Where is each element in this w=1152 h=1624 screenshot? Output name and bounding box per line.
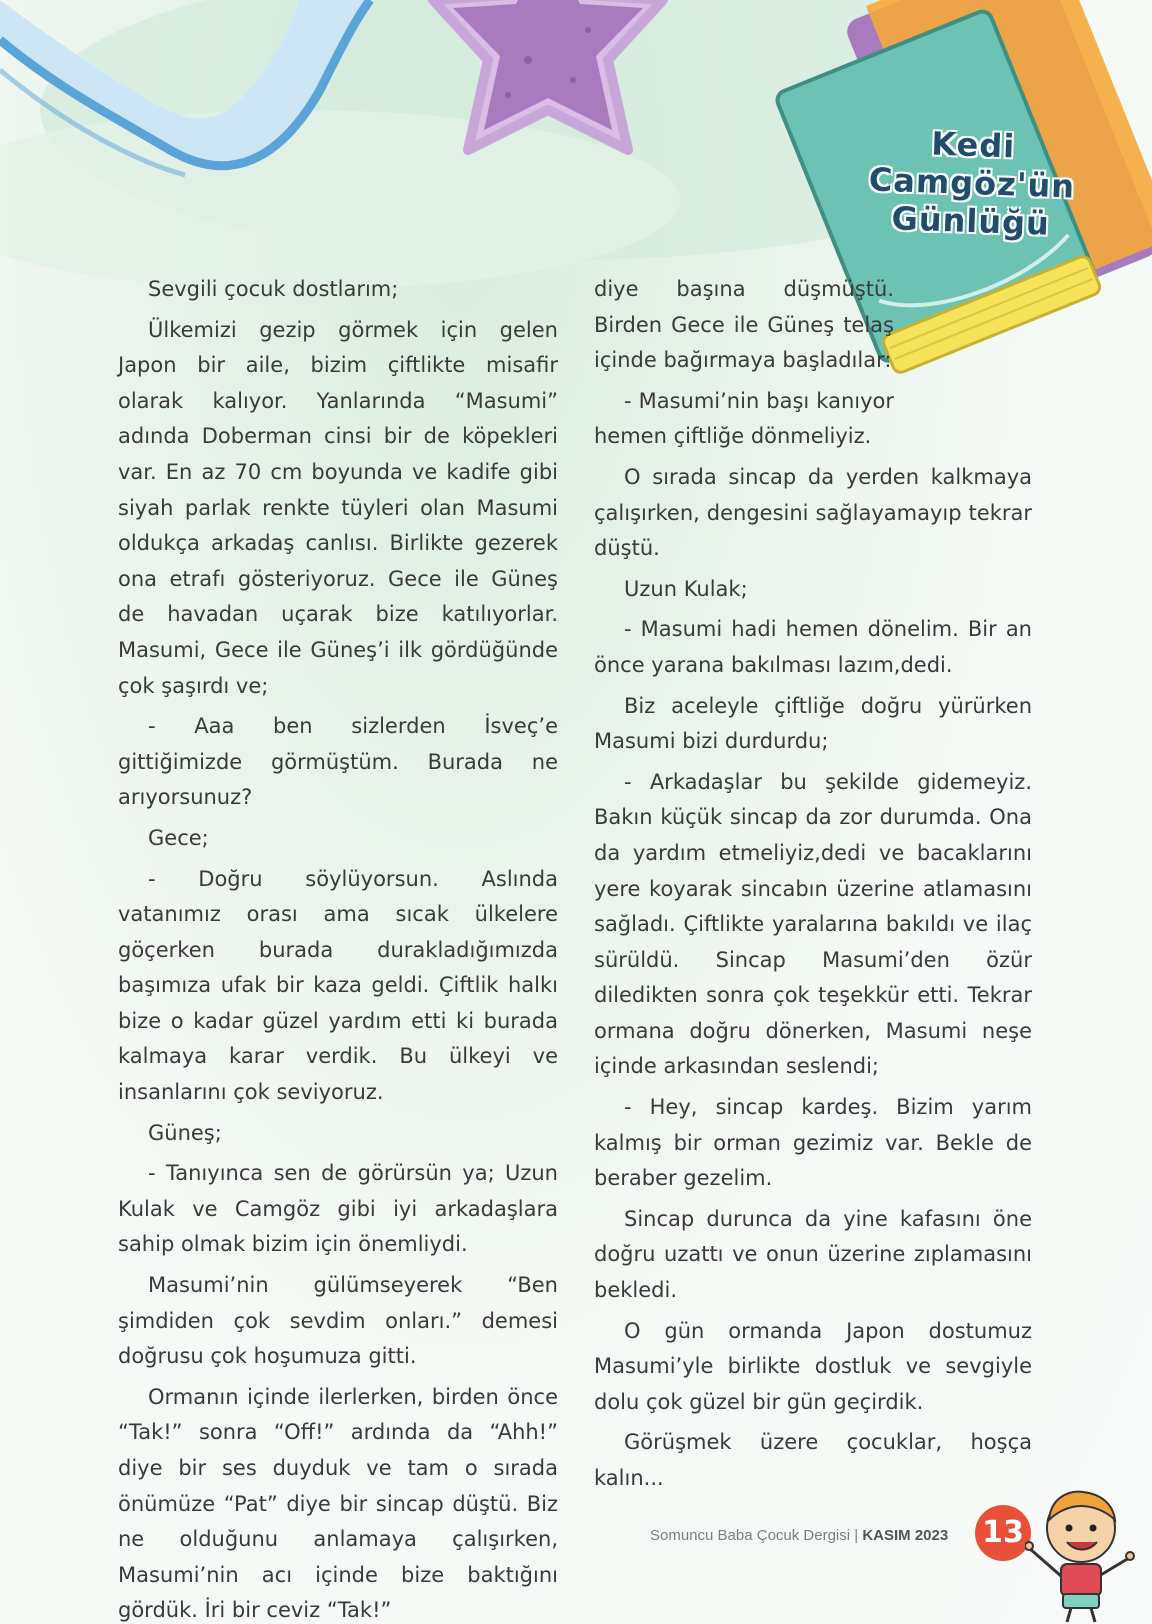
page-footer	[650, 1527, 948, 1544]
title-line: Camgöz'ün	[868, 160, 1076, 206]
paragraph: - Arkadaşlar bu şekilde gidemeyiz. Bakın küçük sincap da zor durumda. Ona da yardım etmeliyiz,dedi ve bacaklarını yere koyarak sincabın üzerine atlamasını sağladı. Çiftlikte yaralarına bakıldı ve ilaç sürüldü. Sincap Masumi’den özür diledikten sonra çok teşekkür etti. Tekrar ormana doğru dönerken, Masumi neşe içinde arkasından seslendi;	[594, 769, 1032, 1079]
paragraph: Sevgili çocuk dostlarım;	[148, 277, 399, 301]
paragraph: diye başına düşmüştü. Birden Gece ile Güneş telaş içinde bağırmaya başladılar:	[594, 277, 894, 373]
footer-separator: |	[850, 1527, 863, 1544]
paragraph: Biz aceleyle çiftliğe doğru yürürken Masumi bizi durdurdu;	[594, 693, 1032, 754]
paragraph: O sırada sincap da yerden kalkmaya çalışırken, dengesini sağlayamayıp tekrar düştü.	[594, 464, 1032, 561]
paragraph: Gece;	[148, 825, 209, 850]
left-text-column	[118, 272, 558, 1624]
paragraph: Masumi’nin gülümseyerek “Ben şimdiden çok sevdim onları.” demesi doğrusu çok hoşumuza gitti.	[118, 1273, 558, 1369]
paragraph: - Masumi’nin başı kanıyor hemen çiftliğe dönmeliyiz.	[594, 388, 894, 449]
paragraph: Uzun Kulak;	[624, 576, 748, 601]
page-number: 13	[975, 1505, 1031, 1561]
paragraph: Güneş;	[148, 1120, 222, 1145]
paragraph: - Aaa ben sizlerden İsveç’e gittiğimizde görmüştüm. Burada ne arıyorsunuz?	[118, 714, 558, 810]
child-mascot-icon	[1025, 1476, 1135, 1624]
paragraph: - Doğru söylüyorsun. Aslında vatanımız orası ama sıcak ülkelere göçerken burada durakladığımızda başımıza ufak bir kaza geldi. Çiftlik halkı bize o kadar güzel yardım etti ki burada kalmaya karar verdik. Bu ülkeyi ve insanlarını çok seviyoruz.	[118, 866, 558, 1105]
paragraph: Görüşmek üzere çocuklar, hoşça kalın...	[594, 1430, 1032, 1490]
issue-date: KASIM 2023	[862, 1527, 949, 1544]
right-text-column	[594, 272, 1032, 1502]
paragraph: - Masumi hadi hemen dönelim. Bir an önce yarana bakılması lazım,dedi.	[594, 617, 1032, 677]
column-title	[860, 122, 1084, 244]
magazine-name: Somuncu Baba Çocuk Dergisi	[650, 1527, 851, 1544]
title-line: Günlüğü	[890, 199, 1051, 243]
paragraph: Sincap durunca da yine kafasını öne doğru uzattı ve onun üzerine zıplamasını bekledi.	[594, 1206, 1032, 1303]
paragraph: - Tanıyınca sen de görürsün ya; Uzun Kulak ve Camgöz gibi iyi arkadaşlara sahip olmak bizim için önemliydi.	[118, 1161, 558, 1257]
paragraph: Ormanın içinde ilerlerken, birden önce “Tak!” sonra “Off!” ardında da “Ahh!” diye bir ses duyduk ve tam o sırada önümüze “Pat” diye bir sincap düştü. Biz ne olduğunu anlamaya çalışırken, Masumi’nin acı içinde bize baktığını gördük. İri bir ceviz “Tak!”	[118, 1384, 558, 1623]
title-line: Kedi	[930, 124, 1016, 166]
paragraph: - Hey, sincap kardeş. Bizim yarım kalmış bir orman gezimiz var. Bekle de beraber gezelim.	[594, 1095, 1032, 1191]
paragraph: Ülkemizi gezip görmek için gelen Japon bir aile, bizim çiftlikte misafir olarak kalıyor. Yanlarında “Masumi” adında Doberman cinsi bir de köpekleri var. En az 70 cm boyunda ve kadife gibi siyah parlak renkte tüyleri olan Masumi oldukça arkadaş canlısı. Birlikte gezerek ona etrafı gösteriyoruz. Gece ile Güneş de havadan uçarak bize katılıyorlar. Masumi, Gece ile Güneş’i ilk gördüğünde çok şaşırdı ve;	[118, 317, 558, 698]
paragraph: O gün ormanda Japon dostumuz Masumi’yle birlikte dostluk ve sevgiyle dolu çok güzel bir gün geçirdik.	[594, 1318, 1032, 1414]
